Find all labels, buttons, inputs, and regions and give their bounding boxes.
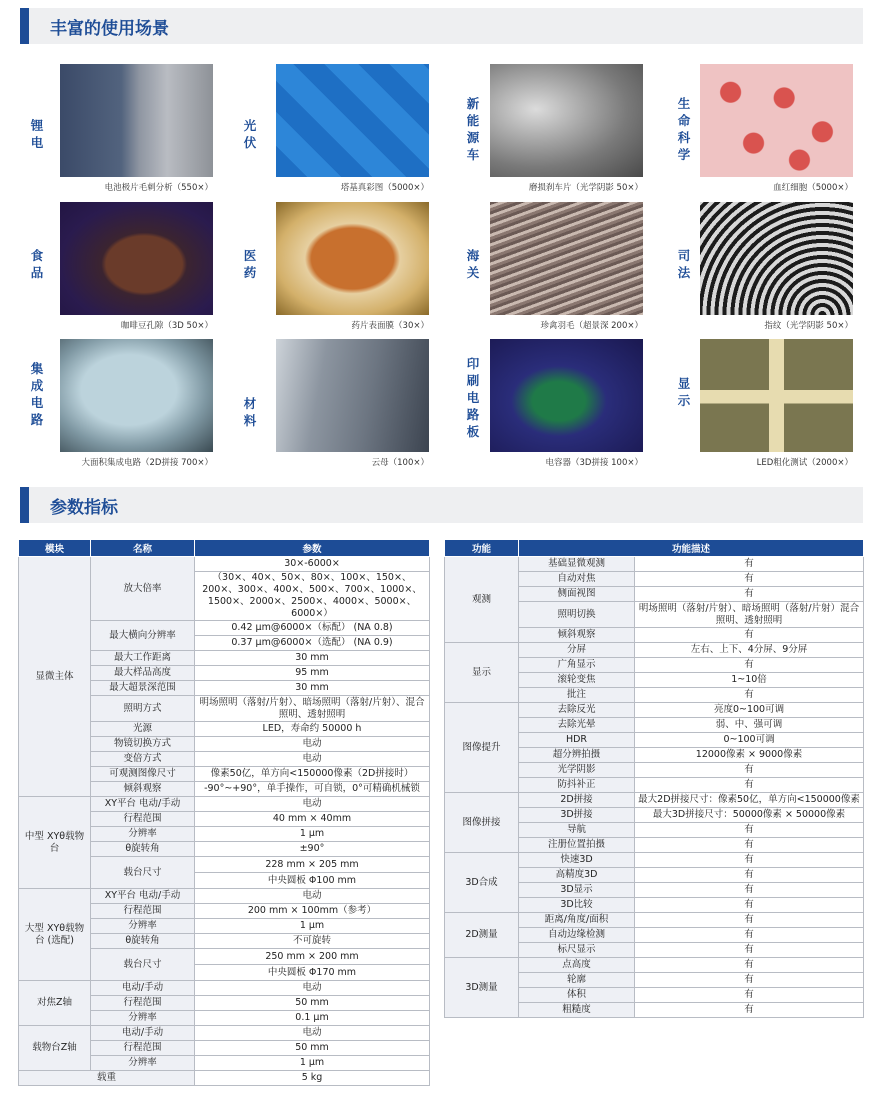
value-cell: 50 mm [195,1041,430,1056]
value-cell: 30×-6000× [195,557,430,572]
value-cell: 0.37 μm@6000×（选配） (NA 0.9) [195,636,430,651]
name-cell: 粗糙度 [519,1003,635,1018]
value-cell: 有 [635,658,864,673]
module-cell: 显微主体 [19,557,91,797]
scene-label: 印 刷 电 路 板 [466,356,480,439]
value-cell: 0~100可调 [635,733,864,748]
module-cell: 图像提升 [445,703,519,793]
name-cell: 滚轮变焦 [519,673,635,688]
value-cell: （30×、40×、50×、80×、100×、150×、200×、300×、400×、500×、700×、1000×、1500×、2000×、2500×、4000×、5000×、6000×） [195,572,430,621]
table-header-row [19,540,430,557]
value-cell: 有 [635,868,864,883]
value-cell: 50 mm [195,996,430,1011]
table-row [19,557,430,572]
name-cell: 放大倍率 [91,557,195,621]
section-title: 参数指标 [50,498,118,518]
scene-label: 材 料 [243,396,257,428]
scene-caption: 咖啡豆孔隙（3D 50×） [120,321,213,331]
scene-label: 新 能 源 车 [466,96,480,162]
name-cell: 载台尺寸 [91,857,195,889]
value-cell: 亮度0~100可调 [635,703,864,718]
name-cell: 分屏 [519,643,635,658]
value-cell: 有 [635,688,864,703]
value-cell: 30 mm [195,681,430,696]
column-header: 名称 [91,540,195,557]
name-cell: θ旋转角 [91,842,195,857]
value-cell: 电动 [195,797,430,812]
name-cell: 3D比较 [519,898,635,913]
name-cell: 点高度 [519,958,635,973]
red-blood-cell-photo [700,64,853,177]
column-header: 功能描述 [519,540,864,557]
battery-electrode-photo [60,64,213,177]
table-row [445,853,864,868]
value-cell: 40 mm × 40mm [195,812,430,827]
column-header: 功能 [445,540,519,557]
name-cell: 高精度3D [519,868,635,883]
name-cell: 载台尺寸 [91,949,195,981]
name-cell: 自动对焦 [519,572,635,587]
column-header: 模块 [19,540,91,557]
value-cell: 最大3D拼接尺寸：50000像素 × 50000像素 [635,808,864,823]
scene-label: 司 法 [677,248,691,280]
scene-label: 医 药 [243,248,257,280]
value-cell: 5 kg [195,1071,430,1086]
column-header: 参数 [195,540,430,557]
coffee-bean-3d-photo [60,202,213,315]
feather-photo [490,202,643,315]
table-row [445,913,864,928]
name-cell: 分辨率 [91,1011,195,1026]
value-cell: 电动 [195,737,430,752]
name-cell: 光学阴影 [519,763,635,778]
name-cell: 行程范围 [91,904,195,919]
name-cell: 分辨率 [91,1056,195,1071]
value-cell: -90°~+90°，单手操作，可自锁，0°可精确机械锁 [195,782,430,797]
ic-chip-photo [60,339,213,452]
table-row [445,703,864,718]
name-cell: 照明方式 [91,696,195,722]
value-cell: 有 [635,778,864,793]
module-cell: 3D测量 [445,958,519,1018]
name-cell: 体积 [519,988,635,1003]
value-cell: 30 mm [195,651,430,666]
name-cell: 批注 [519,688,635,703]
module-cell: 2D测量 [445,913,519,958]
value-cell: 明场照明（落射/片射）、暗场照明（落射/片射）、混合照明、透射照明 [195,696,430,722]
name-cell: 去除反光 [519,703,635,718]
name-cell: 去除光晕 [519,718,635,733]
section-accent-bar [20,487,29,523]
name-cell: 行程范围 [91,812,195,827]
value-cell: 有 [635,1003,864,1018]
name-cell: 导航 [519,823,635,838]
name-cell: 可观测图像尺寸 [91,767,195,782]
name-cell: 最大横向分辨率 [91,621,195,651]
scene-label: 生 命 科 学 [677,96,691,162]
name-cell: 3D拼接 [519,808,635,823]
value-cell: 电动 [195,1026,430,1041]
module-cell: 图像拼接 [445,793,519,853]
value-cell: 左右、上下、4分屏、9分屏 [635,643,864,658]
table-row [19,889,430,904]
value-cell: 有 [635,838,864,853]
table-row [445,557,864,572]
scene-label: 光 伏 [243,118,257,150]
table-row [445,793,864,808]
value-cell: 有 [635,763,864,778]
value-cell: 有 [635,823,864,838]
scene-caption: 指纹（光学阴影 50×） [764,321,853,331]
module-cell: 载重 [19,1071,195,1086]
solar-pyramid-photo [276,64,429,177]
name-cell: 倾斜观察 [519,628,635,643]
name-cell: 行程范围 [91,1041,195,1056]
name-cell: 2D拼接 [519,793,635,808]
name-cell: 3D显示 [519,883,635,898]
value-cell: 电动 [195,889,430,904]
scene-label: 海 关 [466,248,480,280]
name-cell: 侧面视图 [519,587,635,602]
value-cell: 0.42 μm@6000×（标配） (NA 0.8) [195,621,430,636]
value-cell: 有 [635,853,864,868]
value-cell: 有 [635,572,864,587]
value-cell: 有 [635,988,864,1003]
module-cell: 大型 XYθ载物台 (选配) [19,889,91,981]
value-cell: 95 mm [195,666,430,681]
name-cell: 照明切换 [519,602,635,628]
scene-caption: 塔基真彩图（5000×） [340,183,429,193]
brake-pad-photo [490,64,643,177]
table-row [445,643,864,658]
scene-label: 食 品 [30,248,44,280]
spec-table-software [444,539,864,1018]
value-cell: 有 [635,958,864,973]
scene-caption: 珍禽羽毛（超景深 200×） [540,321,643,331]
name-cell: 最大工作距离 [91,651,195,666]
scene-label: 锂 电 [30,118,44,150]
scene-caption: 云母（100×） [371,458,429,468]
section-accent-bar [20,8,29,44]
value-cell: 0.1 μm [195,1011,430,1026]
value-cell: 有 [635,898,864,913]
value-cell: 像素50亿，单方向<150000像素（2D拼接时） [195,767,430,782]
name-cell: 分辨率 [91,827,195,842]
value-cell: 明场照明（落射/片射）、暗场照明（落射/片射）混合照明、透射照明 [635,602,864,628]
pcb-3d-photo [490,339,643,452]
value-cell: 200 mm × 100mm（参考） [195,904,430,919]
scene-caption: 电容器（3D拼接 100×） [545,458,643,468]
name-cell: 自动边缘检测 [519,928,635,943]
name-cell: 轮廓 [519,973,635,988]
name-cell: 分辨率 [91,919,195,934]
value-cell: 1~10倍 [635,673,864,688]
value-cell: 中央圆板 Φ170 mm [195,965,430,981]
led-display-photo [700,339,853,452]
value-cell: 最大2D拼接尺寸：像素50亿，单方向<150000像素 [635,793,864,808]
value-cell: LED，寿命约 50000 h [195,722,430,737]
scene-caption: 磨损刹车片（光学阴影 50×） [528,183,643,193]
name-cell: XY平台 电动/手动 [91,889,195,904]
name-cell: 快速3D [519,853,635,868]
name-cell: 电动/手动 [91,1026,195,1041]
value-cell: 有 [635,973,864,988]
name-cell: 最大样品高度 [91,666,195,681]
module-cell: 观测 [445,557,519,643]
value-cell: 1 μm [195,1056,430,1071]
name-cell: XY平台 电动/手动 [91,797,195,812]
value-cell: 228 mm × 205 mm [195,857,430,873]
value-cell: 不可旋转 [195,934,430,949]
name-cell: 物镜切换方式 [91,737,195,752]
value-cell: 1 μm [195,827,430,842]
section-title: 丰富的使用场景 [50,19,169,39]
value-cell: 有 [635,557,864,572]
name-cell: 电动/手动 [91,981,195,996]
name-cell: 广角显示 [519,658,635,673]
name-cell: 标尺显示 [519,943,635,958]
value-cell: 有 [635,913,864,928]
value-cell: 有 [635,883,864,898]
spec-table-hardware [18,539,430,1086]
value-cell: 有 [635,587,864,602]
value-cell: 有 [635,943,864,958]
name-cell: HDR [519,733,635,748]
value-cell: 12000像素 × 9000像素 [635,748,864,763]
table-row [19,1071,430,1086]
name-cell: 超分辨拍摄 [519,748,635,763]
scene-caption: 血红细胞（5000×） [773,183,853,193]
value-cell: 有 [635,628,864,643]
table-row [19,797,430,812]
section-header-scenes [20,8,863,44]
mica-photo [276,339,429,452]
scene-caption: 电池极片毛刺分析（550×） [104,183,213,193]
scene-caption: 药片表面膜（30×） [351,321,429,331]
module-cell: 显示 [445,643,519,703]
scene-caption: 大面积集成电路（2D拼接 700×） [81,458,213,468]
table-row [445,958,864,973]
name-cell: 基础显微观测 [519,557,635,572]
value-cell: 有 [635,928,864,943]
tablet-coating-photo [276,202,429,315]
name-cell: 最大超景深范围 [91,681,195,696]
name-cell: 注册位置拍摄 [519,838,635,853]
name-cell: θ旋转角 [91,934,195,949]
value-cell: ±90° [195,842,430,857]
module-cell: 载物台Z轴 [19,1026,91,1071]
value-cell: 弱、中、强可调 [635,718,864,733]
scene-label: 集 成 电 路 [30,361,44,427]
module-cell: 中型 XYθ载物台 [19,797,91,889]
scene-label: 显 示 [677,376,691,408]
section-header-specs [20,487,863,523]
fingerprint-photo [700,202,853,315]
name-cell: 行程范围 [91,996,195,1011]
name-cell: 倾斜观察 [91,782,195,797]
name-cell: 防抖补正 [519,778,635,793]
scene-caption: LED粗化测试（2000×） [756,458,853,468]
value-cell: 中央圆板 Φ100 mm [195,873,430,889]
table-row [19,1026,430,1041]
name-cell: 距离/角度/面积 [519,913,635,928]
value-cell: 1 μm [195,919,430,934]
name-cell: 光源 [91,722,195,737]
name-cell: 变倍方式 [91,752,195,767]
module-cell: 对焦Z轴 [19,981,91,1026]
value-cell: 电动 [195,981,430,996]
module-cell: 3D合成 [445,853,519,913]
value-cell: 电动 [195,752,430,767]
table-header-row [445,540,864,557]
table-row [19,981,430,996]
value-cell: 250 mm × 200 mm [195,949,430,965]
